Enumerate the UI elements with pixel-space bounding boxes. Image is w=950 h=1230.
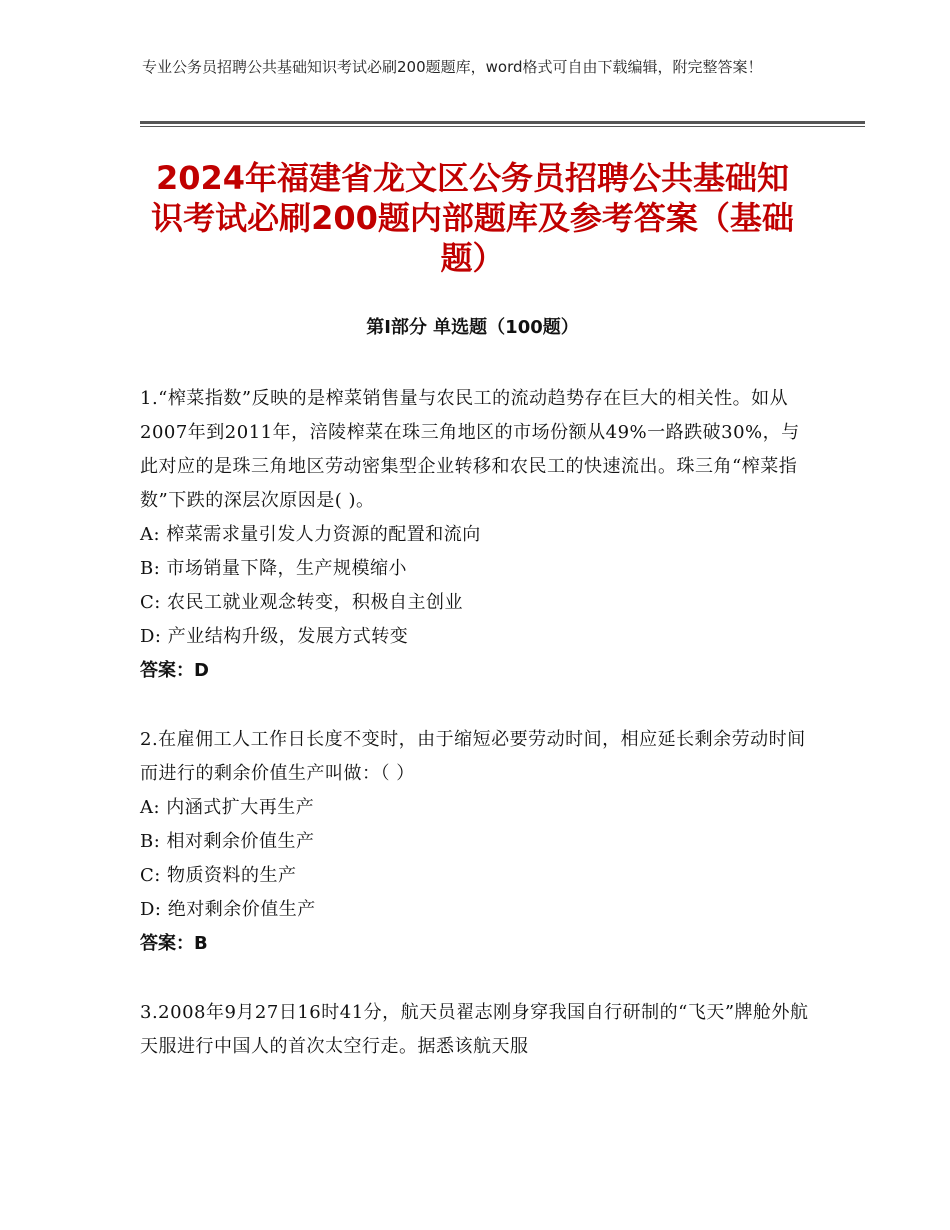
question-stem: 1.“榨菜指数”反映的是榨菜销售量与农民工的流动趋势存在巨大的相关性。如从2007年到2011年，涪陵榨菜在珠三角地区的市场份额从49%一路跌破30%，与此对应的是珠三角地区劳动密集型企业转移和农民工的快速流出。珠三角“榨菜指数”下跌的深层次原因是( )。: [140, 388, 800, 511]
question-1: [140, 382, 815, 688]
option-d: D: 绝对剩余价值生产: [140, 899, 316, 920]
question-2: [140, 723, 815, 961]
answer: 答案：B: [140, 933, 208, 954]
option-b: B: 市场销量下降，生产规模缩小: [140, 558, 408, 579]
header-note: 专业公务员招聘公共基础知识考试必刷200题题库，word格式可自由下载编辑，附完整答案！: [142, 58, 763, 76]
option-c: C: 物质资料的生产: [140, 865, 297, 886]
question-stem: 3.2008年9月27日16时41分，航天员翟志刚身穿我国自行研制的“飞天”牌舱外航天服进行中国人的首次太空行走。据悉该航天服: [140, 1002, 809, 1057]
option-b: B: 相对剩余价值生产: [140, 831, 315, 852]
answer: 答案：D: [140, 660, 209, 681]
document-title: 2024年福建省龙文区公务员招聘公共基础知识考试必刷200题内部题库及参考答案（基础题）: [151, 159, 794, 277]
question-stem: 2.在雇佣工人工作日长度不变时，由于缩短必要劳动时间，相应延长剩余劳动时间而进行的剩余价值生产叫做：（ ）: [140, 729, 806, 784]
option-d: D: 产业结构升级，发展方式转变: [140, 626, 409, 647]
option-c: C: 农民工就业观念转变，积极自主创业: [140, 592, 464, 613]
section-heading: 第Ⅰ部分 单选题（100题）: [366, 317, 579, 338]
header-divider-thin: [140, 126, 865, 127]
option-a: A: 内涵式扩大再生产: [140, 797, 315, 818]
question-3: [140, 996, 815, 1064]
header-divider-thick: [140, 121, 865, 124]
option-a: A: 榨菜需求量引发人力资源的配置和流向: [140, 524, 481, 545]
